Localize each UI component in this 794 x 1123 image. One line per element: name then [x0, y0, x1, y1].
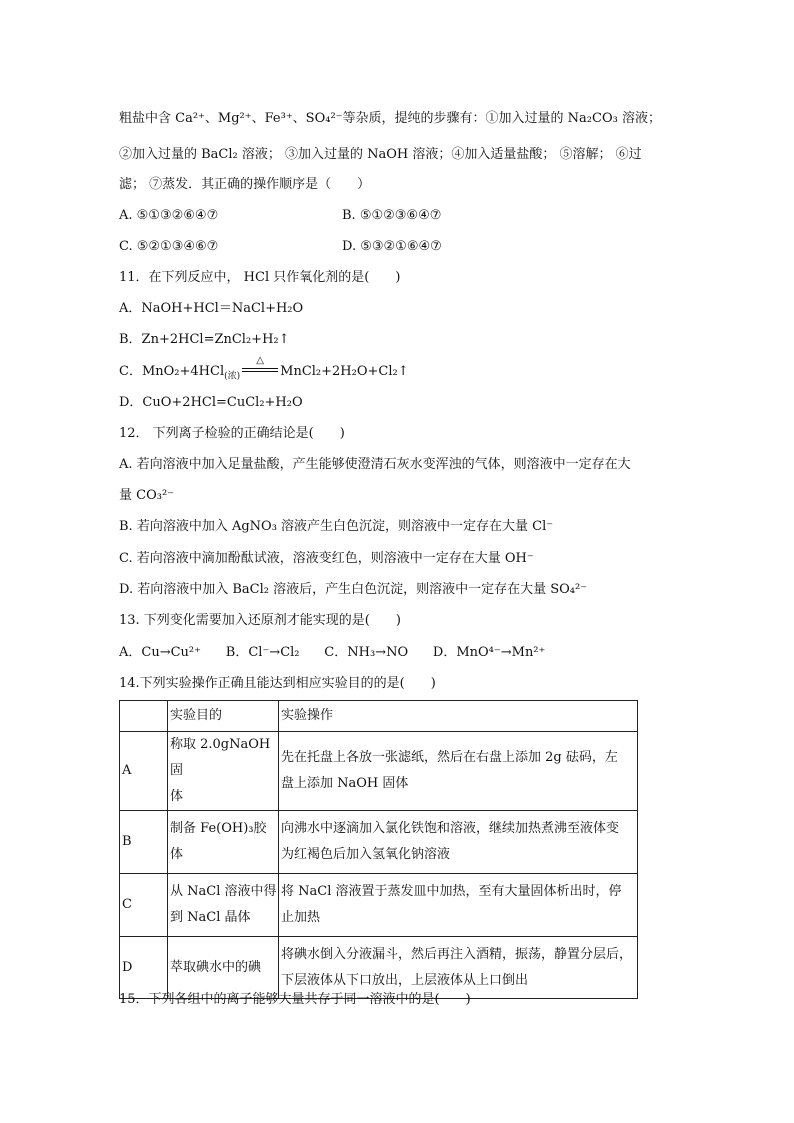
table-row — [120, 937, 638, 999]
table-header-blank — [120, 701, 168, 732]
q11-stem: 11．在下列反应中， HCl 只作氧化剂的是( ) — [119, 270, 401, 285]
q12-stem: 12． 下列离子检验的正确结论是( ) — [119, 426, 345, 441]
q13-options: A．Cu→Cu²⁺ B．Cl⁻→Cl₂ C．NH₃→NO D．MnO⁴⁻→Mn²⁺ — [119, 645, 546, 660]
q14-stem: 14.下列实验操作正确且能达到相应实验目的的是( ) — [119, 676, 436, 691]
q11-option-c — [119, 355, 409, 382]
q12-option-a-line1: A. 若向溶液中加入足量盐酸，产生能够使澄清石灰水变浑浊的气体，则溶液中一定存在大 — [119, 457, 631, 472]
q11-c-concentrated: (浓) — [224, 371, 241, 382]
q12-option-b: B. 若向溶液中加入 AgNO₃ 溶液产生白色沉淀，则溶液中一定存在大量 Cl⁻ — [119, 519, 554, 534]
row-operation: 先在托盘上各放一张滤纸，然后在右盘上添加 2g 砝码，左 盘上添加 NaOH 固体 — [279, 732, 638, 811]
table-header-row — [120, 701, 638, 732]
q10-stem-line1: 粗盐中含 Ca²⁺、Mg²⁺、Fe³⁺、SO₄²⁻等杂质，提纯的步骤有：①加入过量的 Na₂CO₃ 溶液； — [119, 111, 661, 126]
q10-option-d: D. ⑤③②①⑥④⑦ — [342, 239, 442, 254]
heat-equals-sign — [240, 355, 280, 377]
row-goal: 从 NaCl 溶液中得 到 NaCl 晶体 — [168, 874, 279, 937]
q10-option-b: B. ⑤①②③⑥④⑦ — [342, 208, 442, 223]
row-operation: 向沸水中逐滴加入氯化铁饱和溶液，继续加热煮沸至液体变 为红褐色后加入氢氧化钠溶液 — [279, 811, 638, 874]
row-label: C — [120, 874, 168, 937]
q12-option-c: C. 若向溶液中滴加酚酞试液，溶液变红色，则溶液中一定存在大量 OH⁻ — [119, 551, 534, 566]
row-label: D — [120, 937, 168, 999]
row-label: A — [120, 732, 168, 811]
table-row — [120, 732, 638, 811]
q11-option-a: A．NaOH+HCl＝NaCl+H₂O — [119, 301, 304, 316]
q11-option-b: B．Zn+2HCl=ZnCl₂+H₂↑ — [119, 332, 290, 347]
table-header-goal: 实验目的 — [168, 701, 279, 732]
q11-option-d: D．CuO+2HCl=CuCl₂+H₂O — [119, 395, 303, 410]
q15-stem: 15．下列各组中的离子能够大量共存于同一溶液中的是( ) — [119, 992, 471, 1007]
table-row — [120, 811, 638, 874]
row-operation: 将碘水倒入分液漏斗，然后再注入酒精，振荡，静置分层后， 下层液体从下口放出，上层液体从上口倒出 — [279, 937, 638, 999]
q10-option-a: A. ⑤①③②⑥④⑦ — [119, 208, 219, 223]
table-row — [120, 874, 638, 937]
q11-c-reactants: C．MnO₂+4HCl — [119, 364, 225, 379]
q12-option-a-line2: 量 CO₃²⁻ — [119, 488, 175, 503]
q13-stem: 13. 下列变化需要加入还原剂才能实现的是( ) — [119, 613, 401, 628]
experiment-table — [119, 700, 638, 999]
row-goal: 制备 Fe(OH)₃胶体 — [168, 811, 279, 874]
row-operation: 将 NaCl 溶液置于蒸发皿中加热，至有大量固体析出时，停 止加热 — [279, 874, 638, 937]
q10-stem-line3: 滤； ⑦蒸发．其正确的操作顺序是（ ） — [119, 177, 371, 192]
row-goal: 称取 2.0gNaOH 固 体 — [168, 732, 279, 811]
heat-delta-icon: △ — [256, 355, 264, 366]
q11-c-products: MnCl₂+2H₂O+Cl₂↑ — [280, 364, 409, 379]
row-label: B — [120, 811, 168, 874]
row-goal: 萃取碘水中的碘 — [168, 937, 279, 999]
q12-option-d: D. 若向溶液中加入 BaCl₂ 溶液后，产生白色沉淀，则溶液中一定存在大量 SO₄²⁻ — [119, 582, 588, 597]
q10-stem-line2: ②加入过量的 BaCl₂ 溶液； ③加入过量的 NaOH 溶液；④加入适量盐酸； ⑤溶解； ⑥过 — [119, 147, 642, 162]
table-header-operation: 实验操作 — [279, 701, 638, 732]
q10-option-c: C. ⑤②①③④⑥⑦ — [119, 239, 219, 254]
